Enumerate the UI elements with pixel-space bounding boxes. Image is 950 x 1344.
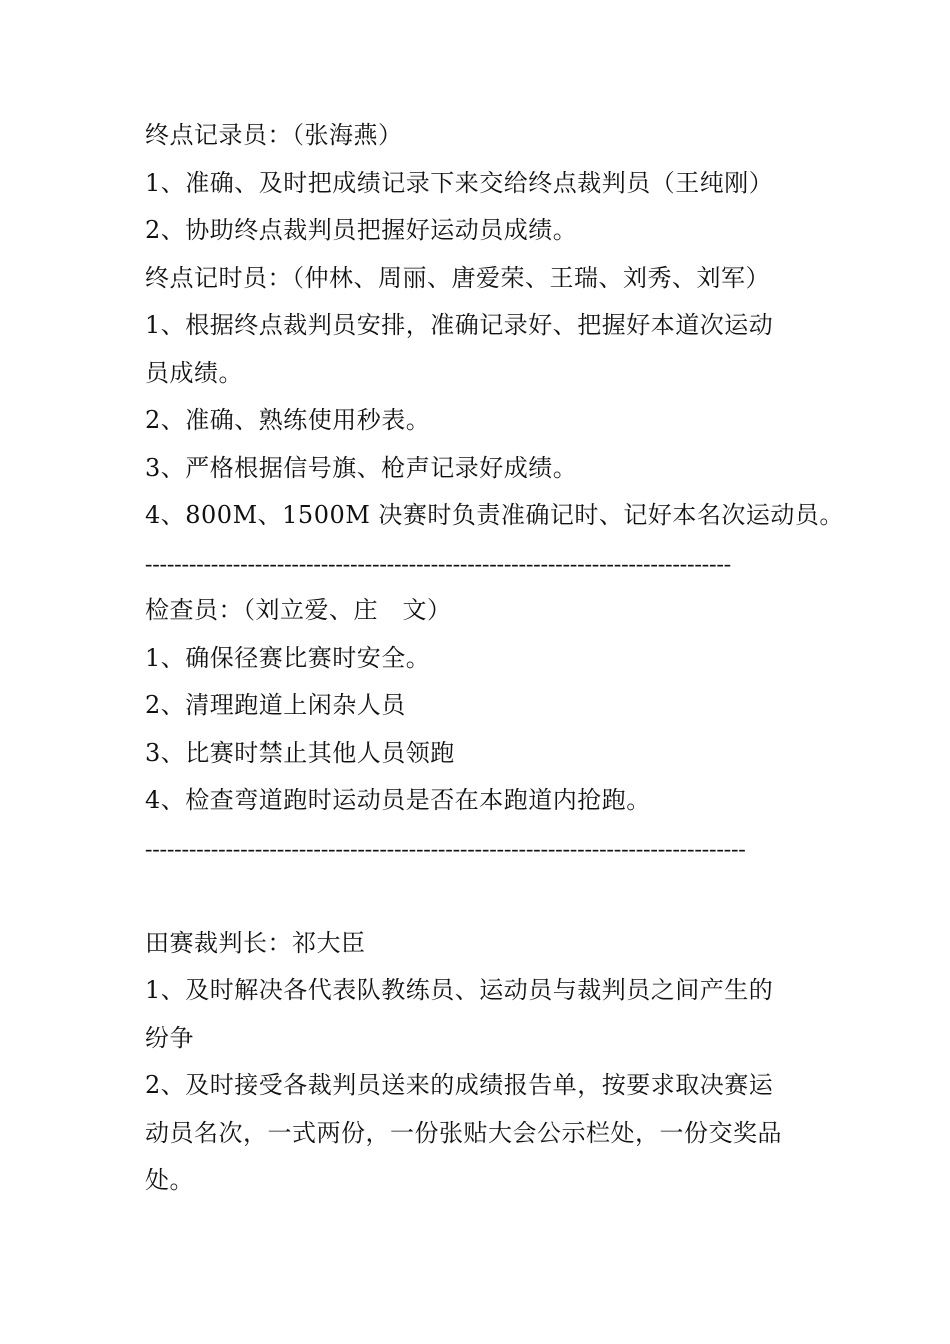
field-referee-heading: 田赛裁判长：祁大臣 — [145, 928, 366, 957]
finish-recorder-heading: 终点记录员：（张海燕） — [145, 121, 403, 149]
inspector-item-2: 2、清理跑道上闲杂人员 — [145, 691, 406, 719]
finish-timekeeper-heading: 终点记时员：（仲林、周丽、唐爱荣、王瑞、刘秀、刘军） — [145, 263, 770, 292]
inspector-item-3: 3、比赛时禁止其他人员领跑 — [145, 738, 455, 767]
field-referee-item-1: 1、及时解决各代表队教练员、运动员与裁判员之间产生的 — [145, 976, 774, 1004]
inspector-item-1: 1、确保径赛比赛时安全。 — [145, 643, 431, 672]
section-divider: -------------------------------------------------------------------------------- — [145, 550, 732, 576]
inspector-heading: 检查员：（刘立爱、庄 文） — [145, 596, 452, 624]
finish-timekeeper-item-1: 1、根据终点裁判员安排，准确记录好、把握好本道次运动 — [145, 311, 774, 339]
section-divider: ---------------------------------------------------------------------------------- — [145, 835, 746, 861]
finish-timekeeper-item-4: 4、800M、1500M 决赛时负责准确记时、记好本名次运动员。 — [145, 501, 844, 529]
field-referee-item-2-end: 处。 — [145, 1166, 194, 1194]
field-referee-item-1-cont: 纷争 — [145, 1023, 194, 1052]
finish-timekeeper-item-3: 3、严格根据信号旗、枪声记录好成绩。 — [145, 453, 578, 482]
document-page — [145, 112, 844, 1205]
finish-timekeeper-item-1-cont: 员成绩。 — [145, 358, 243, 387]
finish-recorder-item-2: 2、协助终点裁判员把握好运动员成绩。 — [145, 216, 578, 244]
field-referee-item-2: 2、及时接受各裁判员送来的成绩报告单，按要求取决赛运 — [145, 1071, 774, 1099]
field-referee-item-2-cont: 动员名次，一式两份，一份张贴大会公示栏处，一份交奖品 — [145, 1118, 782, 1147]
finish-recorder-item-1: 1、准确、及时把成绩记录下来交给终点裁判员（王纯刚） — [145, 168, 774, 197]
finish-timekeeper-item-2: 2、准确、熟练使用秒表。 — [145, 406, 431, 434]
blank-line — [145, 872, 825, 920]
inspector-item-4: 4、检查弯道跑时运动员是否在本跑道内抢跑。 — [145, 786, 651, 814]
